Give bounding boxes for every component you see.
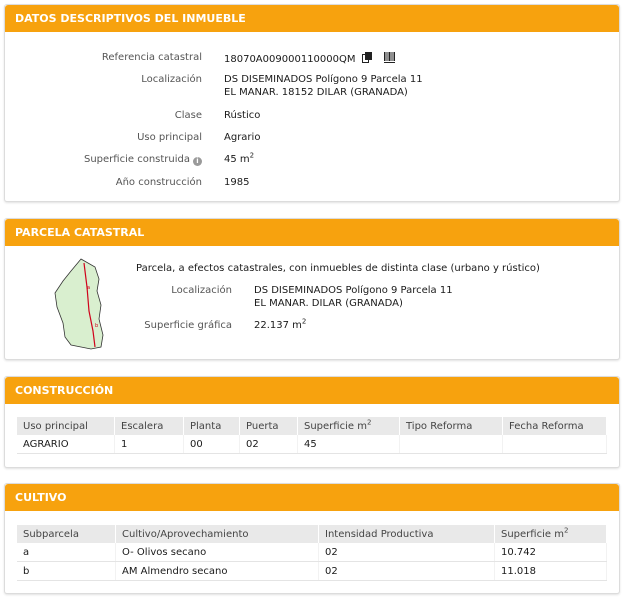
localizacion-label: Localización (141, 74, 202, 85)
cell-subparcela: a (17, 543, 116, 562)
parcela-catastral-title: PARCELA CATASTRAL (5, 219, 619, 246)
table-row (17, 543, 607, 562)
col-escalera: Escalera (115, 417, 184, 435)
localizacion-line2: EL MANAR. 18152 DILAR (GRANADA) (224, 87, 408, 98)
cell-tipo-reforma (400, 435, 503, 454)
parcel-shape (55, 259, 103, 349)
col-superficie-cultivo-label: Superficie m (501, 528, 564, 540)
construccion-header-row (17, 417, 607, 435)
col-uso-principal: Uso principal (17, 417, 115, 435)
cell-subparcela: b (17, 562, 116, 581)
datos-descriptivos-panel (4, 4, 620, 202)
cultivo-table (17, 525, 607, 581)
parcela-localizacion-label: Localización (171, 285, 232, 296)
superficie-construida-number: 45 m (224, 154, 250, 165)
cultivo-header-row (17, 525, 607, 543)
parcela-description: Parcela, a efectos catastrales, con inmuebles de distinta clase (urbano y rústico) (136, 263, 540, 274)
col-planta: Planta (184, 417, 240, 435)
col-superficie-cultivo-exp: 2 (563, 526, 569, 535)
superficie-grafica-value (254, 317, 307, 331)
uso-principal-value: Agrario (224, 132, 261, 143)
map-marker-a: a (87, 285, 91, 291)
col-subparcela: Subparcela (17, 525, 116, 543)
superficie-construida-text: Superficie construida (84, 154, 190, 165)
col-superficie-label: Superficie m (304, 420, 367, 432)
anio-construccion-value: 1985 (224, 177, 250, 188)
info-icon[interactable]: i (193, 157, 202, 166)
cell-cultivo: AM Almendro secano (116, 562, 319, 581)
parcela-localizacion-line2: EL MANAR. DILAR (GRANADA) (254, 298, 403, 309)
construccion-panel (4, 376, 620, 468)
cell-cultivo: O- Olivos secano (116, 543, 319, 562)
col-superficie (298, 417, 400, 435)
cultivo-title: CULTIVO (5, 484, 619, 511)
localizacion-line1: DS DISEMINADOS Polígono 9 Parcela 11 (224, 74, 423, 85)
parcel-map[interactable] (51, 257, 111, 351)
uso-principal-label: Uso principal (137, 132, 202, 143)
cell-intensidad: 02 (319, 543, 495, 562)
datos-descriptivos-title: DATOS DESCRIPTIVOS DEL INMUEBLE (5, 5, 619, 32)
cell-escalera: 1 (115, 435, 184, 454)
cell-intensidad: 02 (319, 562, 495, 581)
table-row (17, 562, 607, 581)
cultivo-panel (4, 483, 620, 594)
superficie-grafica-label: Superficie gráfica (144, 320, 232, 331)
cell-uso-principal: AGRARIO (17, 435, 115, 454)
col-intensidad: Intensidad Productiva (319, 525, 495, 543)
cell-superficie: 11.018 (495, 562, 607, 581)
col-puerta: Puerta (240, 417, 298, 435)
parcela-localizacion-line1: DS DISEMINADOS Polígono 9 Parcela 11 (254, 285, 453, 296)
clase-value: Rústico (224, 110, 261, 121)
cell-fecha-reforma (503, 435, 607, 454)
superficie-construida-label (5, 154, 202, 166)
superficie-grafica-number: 22.137 m (254, 320, 302, 331)
copy-icon[interactable] (362, 52, 372, 66)
construccion-title: CONSTRUCCIÓN (5, 377, 619, 404)
col-fecha-reforma: Fecha Reforma (503, 417, 607, 435)
cell-puerta: 02 (240, 435, 298, 454)
cell-superficie: 45 (298, 435, 400, 454)
table-row (17, 435, 607, 454)
parcela-catastral-panel (4, 218, 620, 360)
construccion-table (17, 417, 607, 454)
barcode-icon[interactable] (384, 52, 395, 66)
col-superficie-exp: 2 (366, 418, 372, 427)
superficie-construida-exp: 2 (249, 151, 255, 160)
col-cultivo: Cultivo/Aprovechamiento (116, 525, 319, 543)
col-superficie-cultivo (495, 525, 607, 543)
referencia-label: Referencia catastral (101, 52, 202, 63)
cell-superficie: 10.742 (495, 543, 607, 562)
clase-label: Clase (174, 110, 202, 121)
anio-construccion-label: Año construcción (115, 177, 202, 188)
referencia-value (224, 52, 395, 66)
referencia-text[interactable]: 18070A009000110000QM (224, 54, 356, 65)
col-tipo-reforma: Tipo Reforma (400, 417, 503, 435)
map-marker-b: b (95, 323, 99, 329)
superficie-grafica-exp: 2 (301, 317, 307, 326)
cell-planta: 00 (184, 435, 240, 454)
superficie-construida-value (224, 151, 255, 165)
